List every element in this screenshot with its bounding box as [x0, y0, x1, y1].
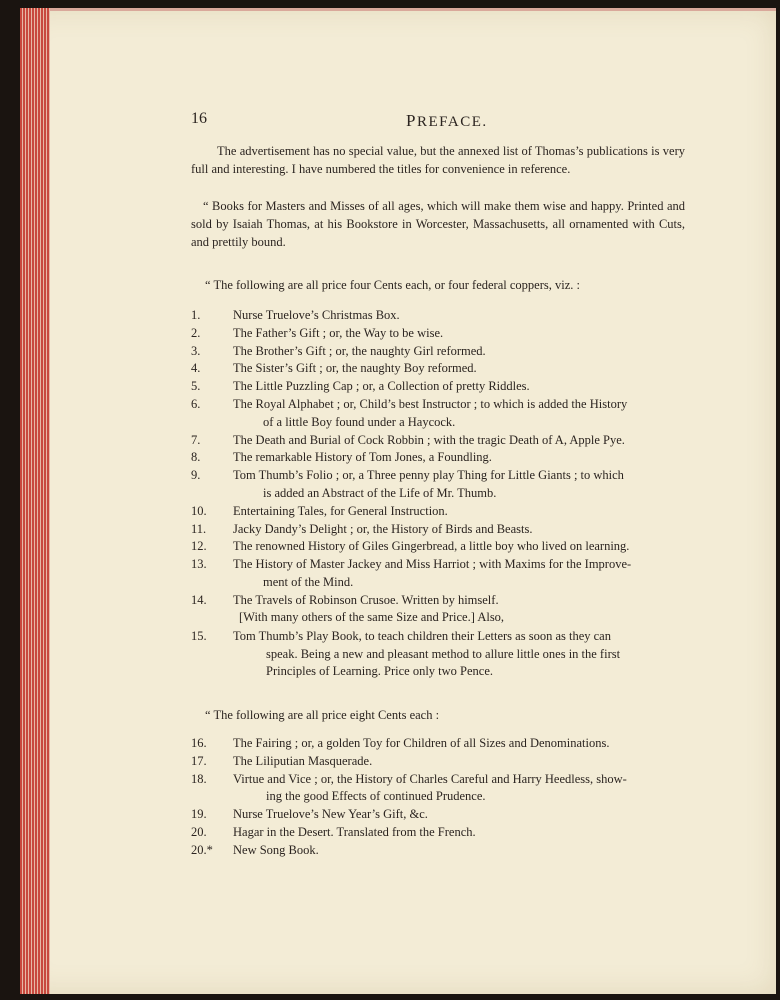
item-number: 15.: [191, 629, 207, 643]
item-text: The remarkable History of Tom Jones, a Foundling.: [233, 450, 492, 465]
paragraph-2: “ Books for Masters and Misses of all ages, which will make them wise and happy. Printed and sold by Isaiah Thomas, at his Bookstore in Worcester, Massachusetts, all ornamented with Cuts, and prettily bound.: [191, 199, 685, 249]
item-text: The Little Puzzling Cap ; or, a Collection of pretty Riddles.: [233, 379, 530, 394]
item-text: The Death and Burial of Cock Robbin ; with the tragic Death of A, Apple Pye.: [233, 432, 625, 447]
item-number: 1.: [191, 308, 201, 322]
section2-intro: “ The following are all price eight Cents each :: [205, 708, 440, 722]
item-number: 11.: [191, 521, 207, 536]
item-text: The Liliputian Masquerade.: [233, 753, 373, 768]
item-text-continued: speak. Being a new and pleasant method to allure little ones in the first: [266, 647, 621, 661]
item-text-continued: is added an Abstract of the Life of Mr. Thumb.: [263, 486, 497, 500]
header-initial: P: [406, 111, 417, 130]
item-text: Nurse Truelove’s New Year’s Gift, &c.: [233, 807, 428, 822]
item-number: 17.: [191, 753, 207, 768]
item-text: Hagar in the Desert. Translated from the French.: [233, 825, 476, 839]
section1-intro: “ The following are all price four Cents each, or four federal coppers, viz. :: [205, 278, 580, 292]
item-text: Virtue and Vice ; or, the History of Charles Careful and Harry Heedless, show-: [233, 771, 627, 786]
item-number: 18.: [191, 771, 207, 786]
item-number: 3.: [191, 343, 201, 358]
item-number: 2.: [191, 325, 201, 340]
running-header: [406, 111, 488, 131]
page-edge-red: [20, 8, 50, 994]
item-text: The Father’s Gift ; or, the Way to be wise.: [233, 325, 444, 340]
item-number: 6.: [191, 397, 201, 411]
item-number: 10.: [191, 503, 207, 518]
item-number: 9.: [191, 468, 201, 483]
item-number: 14.: [191, 592, 207, 607]
item-text: Tom Thumb’s Folio ; or, a Three penny play Thing for Little Giants ; to which: [233, 468, 624, 483]
list-note: [With many others of the same Size and Price.] Also,: [239, 610, 505, 624]
item-number: 4.: [191, 361, 201, 376]
item-text: Nurse Truelove’s Christmas Box.: [233, 308, 400, 322]
item-text-continued: ing the good Effects of continued Prudence.: [266, 789, 486, 804]
item-number: 8.: [191, 450, 201, 465]
item-number: 12.: [191, 539, 207, 554]
item-text-continued: of a little Boy found under a Haycock.: [263, 414, 456, 429]
item-text: Entertaining Tales, for General Instruction.: [233, 503, 448, 518]
item-number: 16.: [191, 736, 207, 750]
page-number: 16: [191, 110, 207, 127]
item-number: 7.: [191, 432, 201, 447]
item-text: The Royal Alphabet ; or, Child’s best Instructor ; to which is added the History: [233, 397, 628, 411]
paragraph-1: The advertisement has no special value, but the annexed list of Thomas’s publications is very full and interesting. I have numbered the titles for convenience in reference.: [191, 144, 685, 176]
item-text-continued: ment of the Mind.: [263, 575, 354, 589]
item-text: The Sister’s Gift ; or, the naughty Boy reformed.: [233, 361, 477, 376]
page-top-edge: [50, 8, 776, 11]
item-text: The Brother’s Gift ; or, the naughty Girl reformed.: [233, 343, 486, 358]
item-number: 13.: [191, 557, 207, 572]
item-number: 5.: [191, 379, 201, 394]
item-text: Jacky Dandy’s Delight ; or, the History of Birds and Beasts.: [233, 521, 533, 536]
item-text: Tom Thumb’s Play Book, to teach children their Letters as soon as they can: [233, 629, 611, 643]
item-text: The Fairing ; or, a golden Toy for Children of all Sizes and Denominations.: [233, 736, 610, 750]
item-number: 20.: [191, 825, 207, 839]
item-number: 19.: [191, 807, 207, 822]
item-text: New Song Book.: [233, 842, 319, 857]
item-text: The History of Master Jackey and Miss Harriot ; with Maxims for the Improve-: [233, 557, 632, 572]
item-text: The renowned History of Giles Gingerbread, a little boy who lived on learning.: [233, 539, 630, 554]
item-text-continued: Principles of Learning. Price only two Pence.: [266, 664, 494, 678]
header-rest: REFACE.: [416, 114, 488, 130]
item-number: 20.*: [191, 842, 213, 857]
item-text: The Travels of Robinson Crusoe. Written by himself.: [233, 592, 499, 607]
